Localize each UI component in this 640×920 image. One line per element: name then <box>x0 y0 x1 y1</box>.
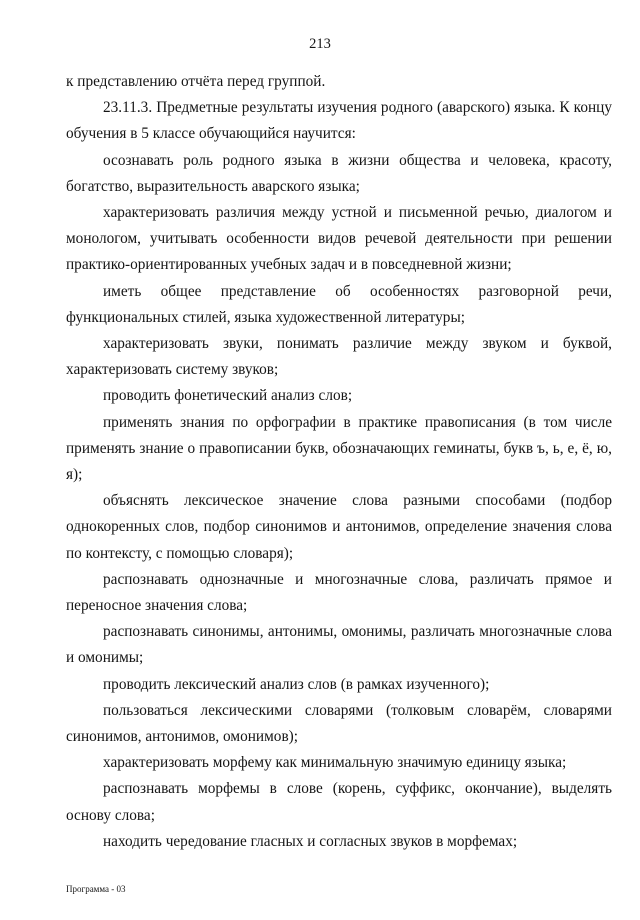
list-item: проводить фонетический анализ слов; <box>103 387 353 405</box>
list-item: осознавать роль родного языка в жизни общества и человека, красоту, богатство, выразительность аварского языка; <box>66 151 612 195</box>
list-item: характеризовать звуки, понимать различие между звуком и буквой, характеризовать систему звуков; <box>66 335 612 379</box>
footer-label: Программа - 03 <box>66 884 126 894</box>
list-item: находить чередование гласных и согласных звуков в морфемах; <box>103 832 518 850</box>
list-item: характеризовать различия между устной и письменной речью, диалогом и монологом, учитывать особенности видов речевой деятельности при решении практико-ориентированных учебных задач и в повседневной жизни; <box>66 204 612 274</box>
list-item: характеризовать морфему как минимальную значимую единицу языка; <box>103 754 567 772</box>
list-item: применять знания по орфографии в практике правописания (в том числе применять знание о правописании букв, обозначающих геминаты, букв ъ, ь, е, ё, ю, я); <box>66 413 612 484</box>
list-item: распознавать синонимы, антонимы, омонимы, различать многозначные слова и омонимы; <box>66 623 612 667</box>
list-item: распознавать морфемы в слове (корень, суффикс, окончание), выделять основу слова; <box>66 780 612 824</box>
list-item: объяснять лексическое значение слова разными способами (подбор однокоренных слов, подбор синонимов и антонимов, определение значения слова по контексту, с помощью словаря); <box>66 492 612 562</box>
page-number: 213 <box>309 36 331 52</box>
list-item: пользоваться лексическими словарями (толковым словарём, словарями синонимов, антонимов, омонимов); <box>66 701 612 746</box>
document-body <box>66 69 612 855</box>
list-item: распознавать однозначные и многозначные слова, различать прямое и переносное значения слова; <box>66 570 612 615</box>
list-item: иметь общее представление об особенностях разговорной речи, функциональных стилей, языка художественной литературы; <box>66 282 612 326</box>
list-item: проводить лексический анализ слов (в рамках изученного); <box>103 675 490 693</box>
intro-paragraph: к представлению отчёта перед группой. <box>66 73 326 90</box>
section-heading: 23.11.3. Предметные результаты изучения родного (аварского) языка. К концу обучения в 5 классе обучающийся научится: <box>66 99 612 143</box>
